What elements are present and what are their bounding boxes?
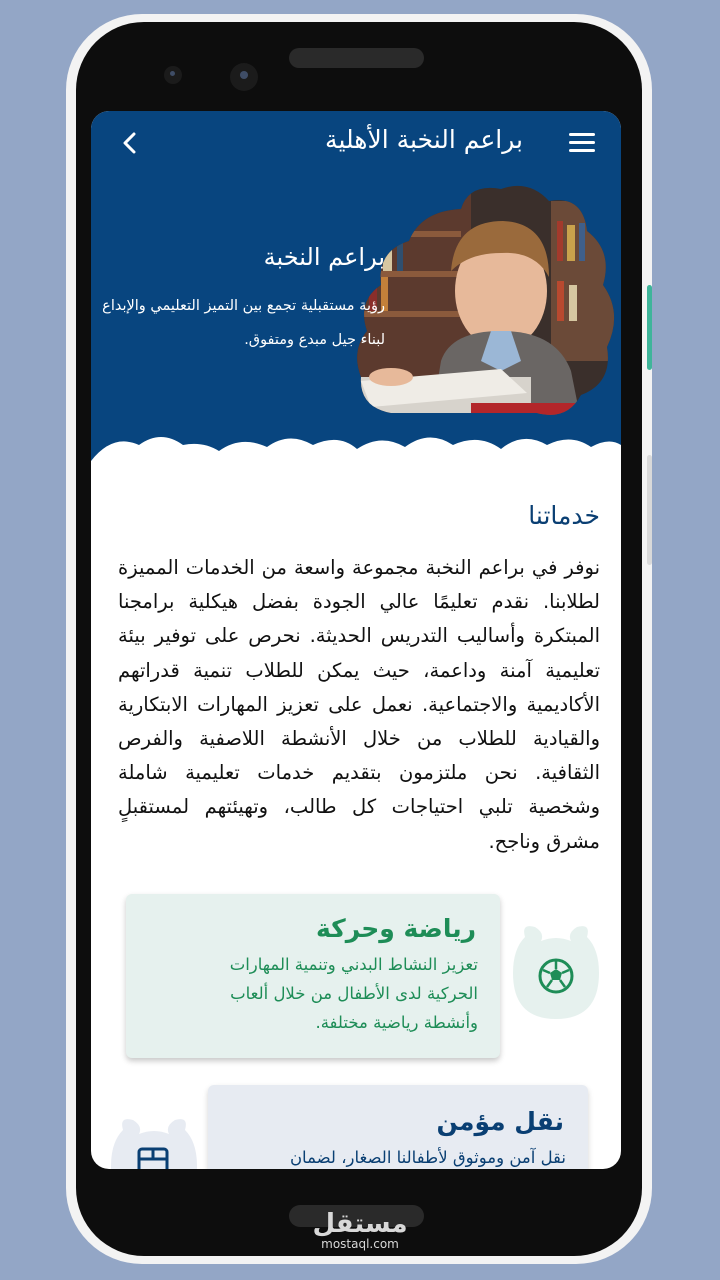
watermark-latin: mostaql.com [321, 1237, 399, 1251]
hero-banner [91, 111, 621, 471]
side-button [647, 455, 652, 565]
service-card-sports[interactable] [126, 894, 500, 1058]
service-card-transport[interactable] [208, 1085, 588, 1169]
mostaql-watermark [310, 1210, 410, 1250]
cloud-divider [91, 411, 621, 491]
watermark-arabic: مستقل [312, 1209, 408, 1239]
hero-subtitle: رؤية مستقبلية تجمع بين التميز التعليمي والإبداع لبناء جيل مبدع ومتفوق. [102, 298, 385, 348]
card-text: نقل آمن وموثوق لأطفالنا الصغار، لضمان [289, 1148, 566, 1167]
front-camera [230, 63, 258, 91]
app-screen[interactable] [91, 111, 621, 1169]
app-title: براعم النخبة الأهلية [325, 125, 523, 154]
services-description: نوفر في براعم النخبة مجموعة واسعة من الخدمات المميزة لطلابنا. نقدم تعليمًا عالي الجودة بفضل هيكلية برامجنا المبتكرة وأساليب التدريس الحديثة. نحرص على توفير بيئة تعليمية آمنة وداعمة، حيث يمكن للطلاب تنمية قدراتهم الأكاديمية والاجتماعية. نعمل على تعزيز المهارات الابتكارية والقيادية للطلاب من خلال الأنشطة اللاصفية والفرص الثقافية. نحن ملتزمون بتقديم خدمات تعليمية شاملة وشخصية تلبي احتياجات كل طالب، وتهيئتهم لمستقبلٍ مشرق وناجح. [118, 556, 600, 853]
earpiece-speaker [289, 48, 424, 68]
app-bar [91, 111, 621, 175]
card-title: رياضة وحركة [316, 914, 476, 943]
soccer-ball-icon [536, 956, 576, 996]
bus-icon [135, 1145, 171, 1169]
sensor [164, 66, 182, 84]
hero-heading: براعم النخبة [263, 243, 385, 271]
card-text: تعزيز النشاط البدني وتنمية المهارات الحركية لدى الأطفال من خلال ألعاب وأنشطة رياضية مختلفة. [229, 955, 478, 1032]
hamburger-menu-icon[interactable] [569, 133, 595, 153]
chevron-left-icon[interactable] [117, 129, 141, 157]
services-heading: خدماتنا [528, 501, 600, 530]
card-title: نقل مؤمن [436, 1107, 564, 1136]
side-button-green [647, 285, 652, 370]
